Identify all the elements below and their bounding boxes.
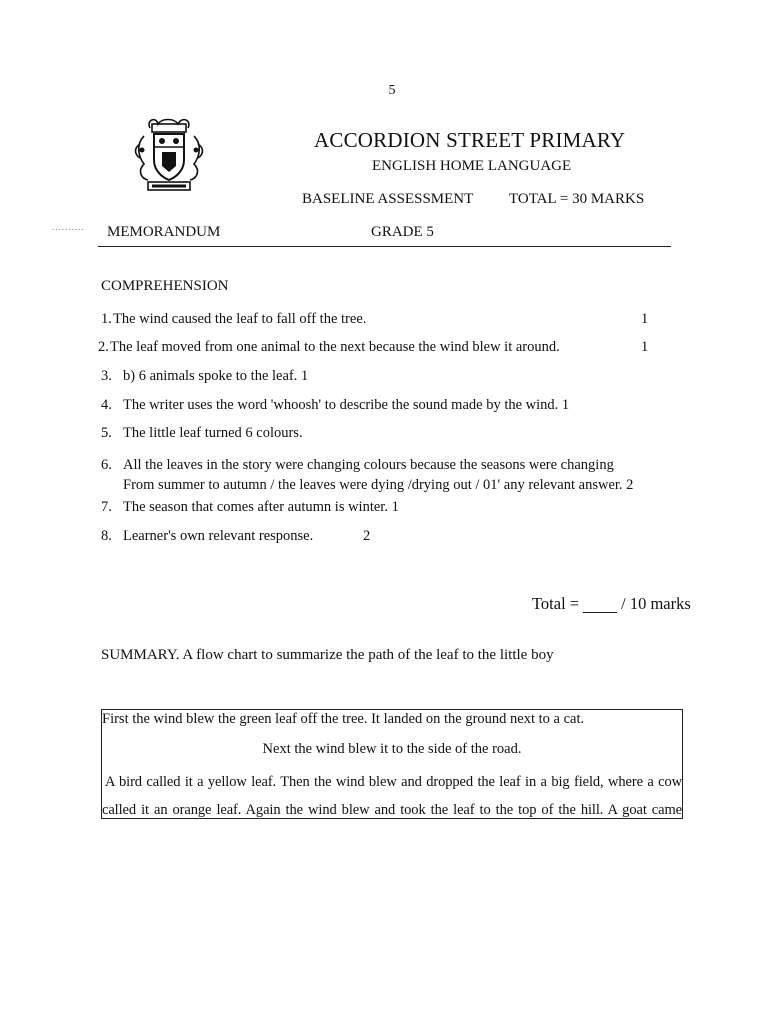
comprehension-total bbox=[532, 594, 691, 614]
question-number: 8. bbox=[101, 528, 112, 544]
total-marks: TOTAL = 30 MARKS bbox=[509, 191, 645, 207]
question-number: 4. bbox=[101, 397, 112, 413]
margin-dots: .......... bbox=[52, 222, 85, 232]
answer-mark: 2 bbox=[363, 528, 371, 544]
answer-text: The season that comes after autumn is winter. 1 bbox=[123, 499, 399, 515]
summary-line: A bird called it a yellow leaf. Then the wind blew and dropped the leaf in a big field, where a cow bbox=[105, 774, 682, 790]
question-number: 2. bbox=[98, 339, 109, 355]
section-heading-summary: SUMMARY. A flow chart to summarize the path of the leaf to the little boy bbox=[101, 647, 554, 663]
question-number: 1. bbox=[101, 311, 112, 327]
answer-text: The wind caused the leaf to fall off the tree. bbox=[113, 311, 367, 327]
question-number: 5. bbox=[101, 425, 112, 441]
answer-mark: 1 bbox=[641, 311, 649, 327]
subject-title: ENGLISH HOME LANGUAGE bbox=[372, 158, 572, 174]
total-prefix: Total = bbox=[532, 594, 580, 613]
answer-text: The writer uses the word 'whoosh' to describe the sound made by the wind. 1 bbox=[123, 397, 570, 413]
summary-line: Next the wind blew it to the side of the road. bbox=[262, 741, 522, 757]
answer-text: b) 6 animals spoke to the leaf. 1 bbox=[123, 368, 309, 384]
answer-text: The little leaf turned 6 colours. bbox=[123, 425, 303, 441]
summary-box bbox=[101, 709, 683, 819]
score-blank bbox=[583, 596, 617, 613]
section-heading-comprehension: COMPREHENSION bbox=[101, 278, 229, 294]
total-suffix: / 10 marks bbox=[621, 594, 691, 613]
school-name: ACCORDION STREET PRIMARY bbox=[314, 128, 626, 152]
header-divider bbox=[98, 246, 671, 247]
document-type: MEMORANDUM bbox=[107, 224, 221, 240]
answer-mark: 1 bbox=[641, 339, 649, 355]
summary-line: called it an orange leaf. Again the wind blew and took the leaf to the top of the hill. A goat came bbox=[102, 802, 682, 818]
answer-text-continued: From summer to autumn / the leaves were dying /drying out / 01' any relevant answer. 2 bbox=[123, 477, 634, 493]
answer-text: The leaf moved from one animal to the next because the wind blew it around. bbox=[110, 339, 560, 355]
school-crest-icon bbox=[128, 114, 210, 196]
grade-label: GRADE 5 bbox=[371, 224, 434, 240]
page-number: 5 bbox=[388, 83, 396, 98]
answer-text: All the leaves in the story were changing colours because the seasons were changing bbox=[123, 457, 614, 473]
answer-text: Learner's own relevant response. bbox=[123, 528, 314, 544]
question-number: 3. bbox=[101, 368, 112, 384]
question-number: 7. bbox=[101, 499, 112, 515]
question-number: 6. bbox=[101, 457, 112, 473]
summary-line: First the wind blew the green leaf off the tree. It landed on the ground next to a cat. bbox=[102, 711, 585, 727]
assessment-title: BASELINE ASSESSMENT bbox=[302, 191, 474, 207]
